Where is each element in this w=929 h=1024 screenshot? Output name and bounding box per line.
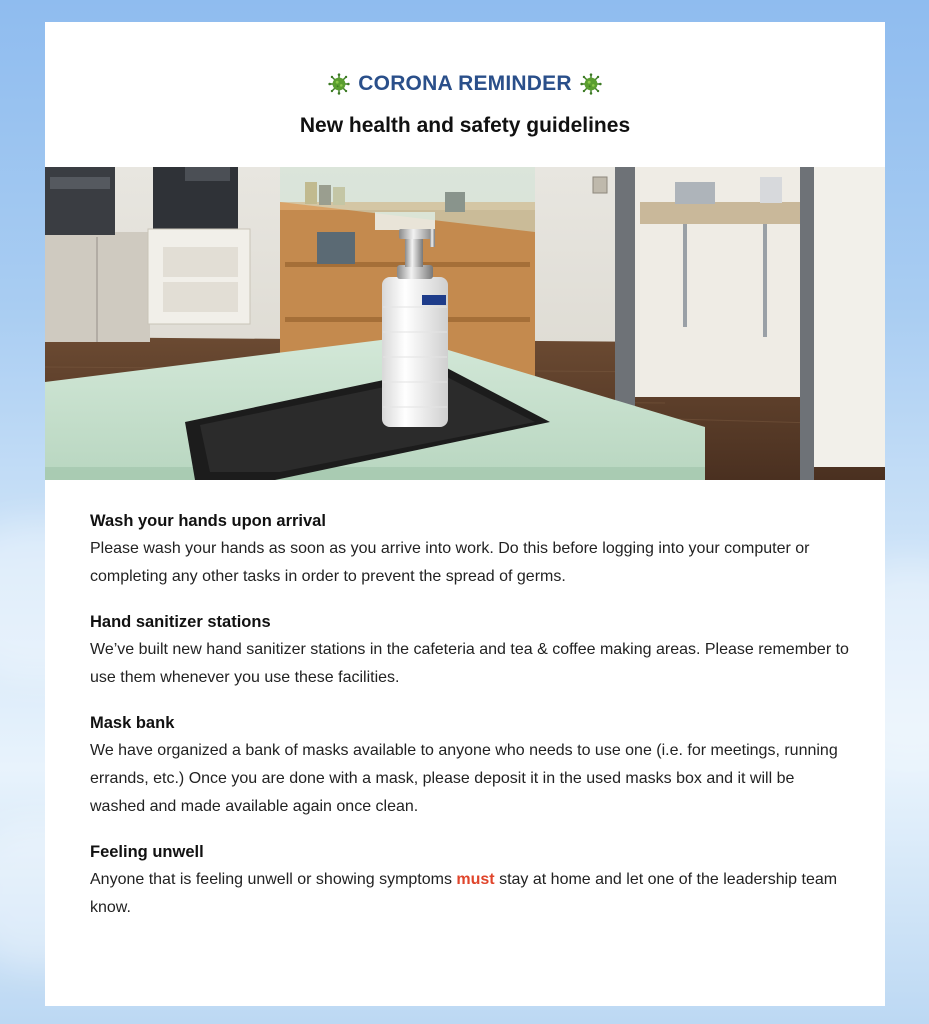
- section-body: [90, 866, 850, 922]
- newsletter-card: [45, 22, 885, 1006]
- body-text: stay at home and let one of the leadership team know.: [90, 871, 838, 916]
- guideline-section: [90, 714, 850, 821]
- section-title: Feeling unwell: [90, 843, 204, 861]
- body-text: Anyone that is feeling unwell or showing symptoms: [90, 871, 457, 888]
- page-subtitle: New health and safety guidelines: [299, 114, 631, 137]
- guideline-section: [90, 843, 850, 922]
- section-title: Mask bank: [90, 714, 175, 732]
- reminder-label: CORONA REMINDER: [358, 72, 572, 95]
- section-title: Wash your hands upon arrival: [90, 512, 326, 530]
- soap-dispenser-photo: [45, 167, 885, 480]
- section-body: Please wash your hands as soon as you arrive into work. Do this before logging into your computer or completing any other tasks in order to prevent the spread of germs.: [90, 540, 810, 585]
- virus-icon: [580, 73, 602, 95]
- emphasis-must: must: [456, 871, 495, 888]
- section-body: We have organized a bank of masks available to anyone who needs to use one (i.e. for meetings, running errands, etc.) Once you are done with a mask, please deposit it in the used masks box and it will be washed and made available again once clean.: [90, 742, 838, 815]
- virus-icon: [328, 73, 350, 95]
- section-body: We’ve built new hand sanitizer stations in the cafeteria and tea & coffee making areas. Please remember to use them whenever you use these facilities.: [90, 641, 849, 686]
- header: [45, 22, 885, 138]
- reminder-title: [328, 72, 601, 96]
- section-title: Hand sanitizer stations: [90, 613, 271, 631]
- guidelines-content: [90, 512, 850, 944]
- guideline-section: [90, 613, 850, 692]
- guideline-section: [90, 512, 850, 591]
